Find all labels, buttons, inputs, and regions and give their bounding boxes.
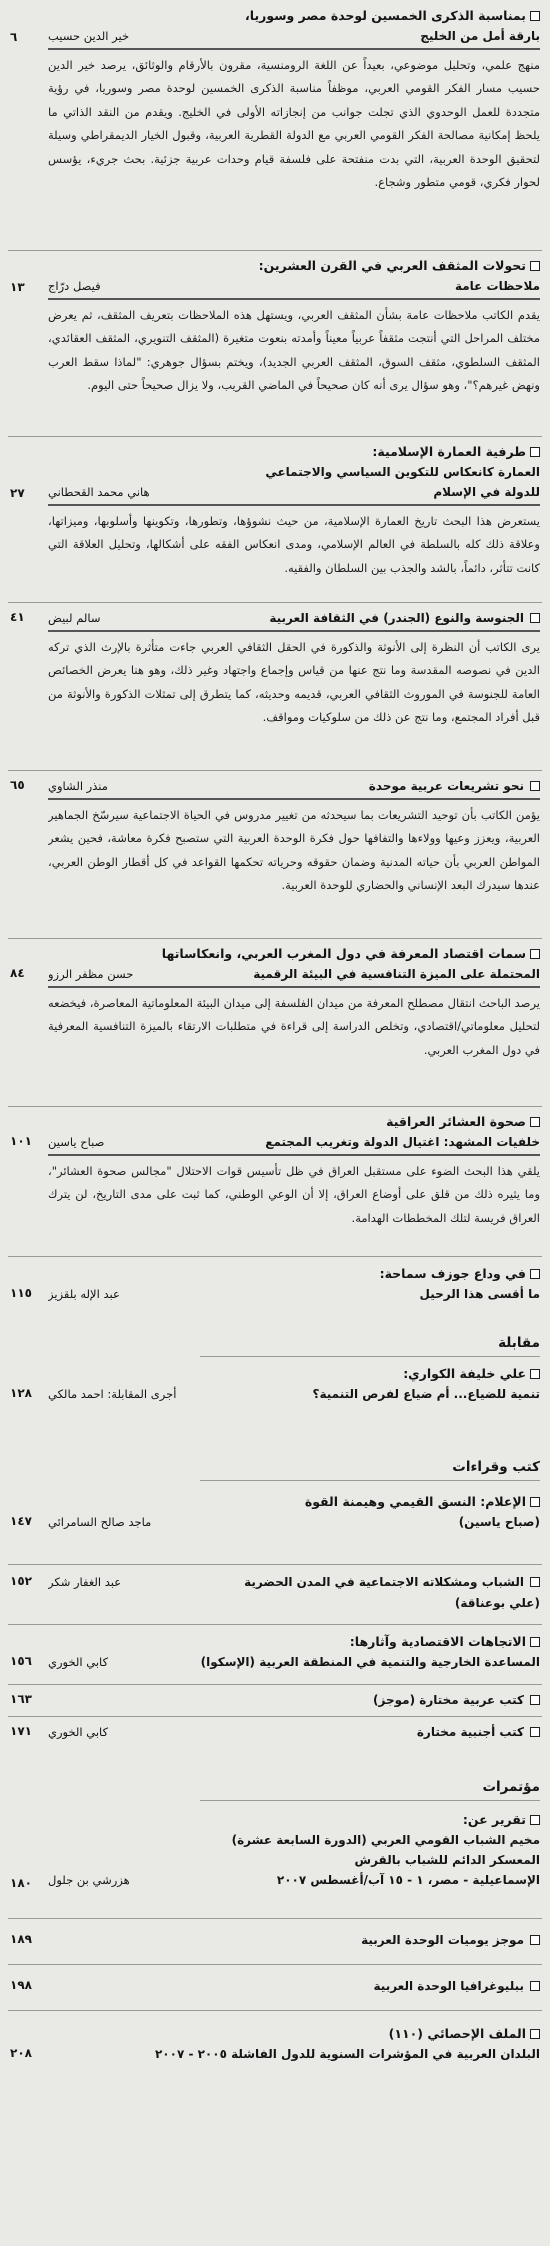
toc-entry [10,256,540,432]
entry-author: حسن مظفر الرزو [48,967,134,981]
entry-title-text: تقرير عن: [462,1812,526,1827]
toc-entry [10,1572,540,1618]
entry-title[interactable] [48,1632,540,1652]
entry-title[interactable] [109,608,541,629]
separator [8,1964,542,1965]
entry-title[interactable] [48,256,540,276]
entry-title[interactable] [48,1264,540,1284]
page-number: ١٣ [10,280,25,294]
entry-author: سالم لبيض [48,611,101,625]
bullet-box-icon [530,1727,540,1737]
bullet-box-icon [530,1117,540,1127]
divider [48,504,540,506]
entry-author: فيصل درّاج [48,279,101,293]
bullet-box-icon [530,447,540,457]
separator [8,1716,542,1717]
page-number: ٢٧ [10,486,25,500]
entry-title[interactable] [48,944,540,964]
entry-title[interactable] [48,1492,540,1512]
toc-entry [10,1810,540,1902]
entry-title-text: طرفية العمارة الإسلامية: [372,444,526,459]
entry-subtitle: ملاحظات عامة [454,279,540,293]
bullet-box-icon [530,1497,540,1507]
entry-author: منذر الشاوي [48,779,108,793]
separator [8,1624,542,1625]
entry-author: كابي الخوري [48,1725,109,1739]
toc-entry [10,1632,540,1678]
entry-title-text: ببليوغرافيا الوحدة العربية [373,1979,524,1993]
entry-title-text: الملف الإحصائي (١١٠) [388,2026,526,2041]
conference-line-1: مخيم الشباب القومي العربي (الدورة السابعة عشرة) [231,1833,540,1847]
entry-title[interactable] [129,1572,540,1593]
separator [8,1684,542,1685]
entry-author: كابي الخوري [48,1655,109,1669]
entry-title-text: الاتجاهات الاقتصادية وآثارها: [349,1634,526,1649]
toc-entry [10,1722,540,1744]
entry-author: ماجد صالح السامرائي [48,1515,152,1529]
section-heading-interview: مقابلة [498,1335,540,1351]
separator [8,770,542,771]
divider [48,798,540,800]
entry-title[interactable] [48,442,540,462]
entry-title-text: صحوة العشائر العراقية [386,1114,526,1129]
entry-abstract: يستعرض هذا البحث تاريخ العمارة الإسلامية، من حيث نشوؤها، وتطورها، وتكوينها وأسلوبها، وميزاتها، وعلاقة ذلك كله بالسلطة في العالم الإسلامي، ومدى انعكاس الفقه على أشكالها، وتحليل العلاقة التي كانت تتأثر، دائماً، بالشد والجذب بين السلطان والفقيه. [48,513,540,575]
toc-entry [10,1690,540,1712]
separator [8,938,542,939]
divider [48,298,540,300]
toc-entry [10,776,540,934]
entry-title-text: نحو تشريعات عربية موحدة [368,779,524,793]
entry-title-text: الإعلام: النسق القيمي وهيمنة القوة [304,1494,526,1509]
entry-subtitle: المحتملة على الميزة التنافسية في البيئة الرقمية [253,967,540,981]
entry-abstract: يقدم الكاتب ملاحظات عامة بشأن المثقف العربي، ويستهل هذه الملاحظات بتعريف المثقف، ثم يعرض مختلف المراحل التي أنتجت مثقفاً عربياً معيناً وأمدته بنعوت متغيرة (المثقف التنويري، المثقف العقائدي، المثقف السلطوي، مثقف السوق، المثقف العربي الجديد)، ويختم بسؤال جوهري: "لماذا سقط العرب ونهض غيرهم؟"، وهو سؤال يرى أنه كان صحيحاً في الماضي القريب، ولا يزال صحيحاً حتى اليوم. [48,307,540,392]
entry-subtitle: ما أقسى هذا الرحيل [419,1287,540,1301]
entry-author: أجرى المقابلة: احمد مالكي [48,1387,177,1401]
entry-abstract: يرصد الباحث انتقال مصطلح المعرفة من ميدان الفلسفة إلى ميدان البيئة المعلوماتية المعاصرة، فيخضعه لتحليل معلوماتي/اقتصادي، وتخلص الدراسة إلى قراءة في متطلبات الارتقاء بالميزة التنافسية المعرفية في دول المغرب العربي. [48,995,540,1057]
entry-author: عبد الغفار شكر [48,1575,122,1589]
entry-author: صباح ياسين [48,1135,105,1149]
page-number: ١٨٩ [10,1932,32,1946]
conference-line-2: المعسكر الدائم للشباب بالقرش [354,1853,540,1867]
entry-title-text: الجنوسة والنوع (الجندر) في الثقافة العربية [269,611,524,625]
bullet-box-icon [530,1935,540,1945]
divider [48,630,540,632]
entry-subtitle: العمارة كانعكاس للتكوين السياسي والاجتماعي [265,465,540,479]
bullet-box-icon [530,1815,540,1825]
entry-title[interactable] [48,1930,540,1951]
toc-entry [10,6,540,246]
entry-title-text: في وداع جوزف سماحة: [379,1266,526,1281]
bullet-box-icon [530,1369,540,1379]
divider [48,1154,540,1156]
toc-entry [10,2024,540,2074]
separator [8,1918,542,1919]
entry-author: خير الدين حسيب [48,29,130,43]
entry-abstract: يرى الكاتب أن النظرة إلى الأنوثة والذكورة في الحقل الثقافي العربي جاءت متأثرة بالإرث الذي تركه الدين في نصوصه المقدسة وما نتج عنها من قياس وإجماع واجتهاد وغير ذلك، وهو هنا يعرض الخصائص العامة للجنوسة في الموروث الثقافي العربي، قديمه وحديثه، كما يتطرق إلى تمثلات الذكورة والأنوثة من قبل أفراد المجتمع، وما نتج عن ذلك من سلوكيات ومواقف. [48,639,540,724]
entry-title-text: الشباب ومشكلاته الاجتماعية في المدن الحضرية [244,1575,524,1589]
entry-title[interactable] [48,6,540,26]
toc-entry [10,1264,540,1314]
bullet-box-icon [530,11,540,21]
page-number: ١٤٧ [10,1514,32,1528]
page-number: ١٥٦ [10,1654,32,1668]
entry-author: هاني محمد القحطاني [48,485,150,499]
bullet-box-icon [530,1577,540,1587]
page-number: ٦٥ [10,778,25,792]
page-number: ٢٠٨ [10,2046,32,2060]
bullet-box-icon [530,1637,540,1647]
page-number: ١١٥ [10,1286,32,1300]
entry-title-text: علي خليفة الكواري: [403,1366,526,1381]
entry-title-text: كتب عربية مختارة (موجز) [373,1693,524,1707]
separator [8,1256,542,1257]
entry-author: عبد الإله بلقزيز [48,1287,120,1301]
separator [200,1800,540,1801]
page-number: ١٦٣ [10,1692,32,1706]
entry-title[interactable] [116,776,540,797]
entry-title[interactable] [48,1364,540,1384]
separator [200,1356,540,1357]
toc-entry [10,1492,540,1538]
entry-title-text: كتب أجنبية مختارة [416,1725,524,1739]
bullet-box-icon [530,1269,540,1279]
entry-title-text: سمات اقتصاد المعرفة في دول المغرب العربي، وانعكاساتها [161,946,526,961]
separator [200,1480,540,1481]
entry-subtitle: المساعدة الخارجية والتنمية في المنطقة العربية (الإسكوا) [200,1655,540,1669]
divider [48,48,540,50]
page-number: ١٢٨ [10,1386,32,1400]
entry-subtitle: (صباح ياسين) [458,1515,540,1529]
page-number: ١٨٠ [10,1876,32,1890]
entry-title-text: تحولات المثقف العربي في القرن العشرين: [258,258,526,273]
bullet-box-icon [530,261,540,271]
divider [48,986,540,988]
entry-title[interactable] [48,1112,540,1132]
entry-subtitle: تنمية للضياع... أم ضياع لفرص التنمية؟ [312,1387,540,1401]
entry-author: هزرشي بن جلول [48,1873,130,1887]
entry-abstract: يلقي هذا البحث الضوء على مستقبل العراق في ظل تأسيس قوات الاحتلال "مجالس صحوة العشائر"، وما يثيره ذلك من قلق على أوضاع العراق، إلا أن الوعي الوطني، كما ثبت على مدى التاريخ، لن يترك العراق فريسة لتلك المخططات الهدامة. [48,1163,540,1225]
bullet-box-icon [530,613,540,623]
separator [8,436,542,437]
bullet-box-icon [530,1981,540,1991]
bullet-box-icon [530,1695,540,1705]
entry-abstract: منهج علمي، وتحليل موضوعي، بعيداً عن اللغة الرومنسية، مقرون بالأرقام والوثائق، يرصد خير الدين حسيب مسار الفكر القومي العربي، موظفاً مناسبة الذكرى الخمسين لوحدة مصر وسوريا، في رؤية متجددة للعمل الوحدوي الذي تجلت جوانب من إنجازاته الأولى في الخليج. ويقدم من النقد الذاتي ما يلحظ إمكانية مصالحة الفكر القومي العربي مع الدولة القطرية العربية، وقبول الخيار الديمقراطي وسيلة لتحقيق الوحدة العربية، التي بدت منفتحة على فلسفة قيام وحدات عربية جزئية. بحث جريء، يؤسس لحوار فكري، قومي متطور وشجاع. [48,57,540,189]
entry-title-text: موجز يوميات الوحدة العربية [361,1933,524,1947]
page-number: ١٥٢ [10,1574,32,1588]
bullet-box-icon [530,781,540,791]
page-number: ١٠١ [10,1134,32,1148]
entry-subtitle: خلفيات المشهد: اغتيال الدولة وتغريب المجتمع [265,1135,540,1149]
entry-title[interactable] [48,1976,540,1997]
page-number: ١٩٨ [10,1978,32,1992]
separator [8,2010,542,2011]
entry-title[interactable] [116,1722,540,1743]
separator [8,250,542,251]
toc-entry [10,608,540,766]
entry-abstract: يؤمن الكاتب بأن توحيد التشريعات بما سيحدثه من تغيير مدروس في الحياة الاجتماعية سيرسّخ الجماهير العربية، ويعزز وعيها وولاءها والتفافها حول فكرة الوحدة العربية التي ستصبح فكرة معاشة، فحين يشعر المواطن العربي بأن حياته المدنية وضمان حقوقه وحرياته تحكمها القواعد في كل أقطار الوطن العربي، عندها سيدرك البعد الإنساني والحضاري للوحدة العربية. [48,807,540,892]
page-number: ٦ [10,30,18,44]
bullet-box-icon [530,949,540,959]
entry-subtitle: بارقة أمل من الخليج [420,29,540,43]
conference-line-3: الإسماعيلية - مصر، ١ - ١٥ آب/أغسطس ٢٠٠٧ [276,1873,540,1887]
entry-subtitle: (علي بوعناقة) [454,1596,540,1610]
separator [8,1106,542,1107]
entry-title[interactable] [56,1690,540,1711]
toc-entry [10,1112,540,1252]
toc-entry [10,1364,540,1410]
entry-title-text: بمناسبة الذكرى الخمسين لوحدة مصر وسوريا، [245,8,526,23]
toc-entry [10,1976,540,1998]
toc-entry [10,1930,540,1952]
entry-subtitle-2: للدولة في الإسلام [433,485,540,499]
separator [8,1564,542,1565]
entry-subtitle: البلدان العربية في المؤشرات السنوية للدول الفاشلة ٢٠٠٥ - ٢٠٠٧ [154,2047,540,2061]
toc-entry [10,944,540,1102]
entry-title[interactable] [48,1810,540,1830]
section-heading-conferences: مؤتمرات [482,1779,540,1795]
page-number: ٨٤ [10,966,25,980]
entry-title[interactable] [48,2024,540,2044]
bullet-box-icon [530,2029,540,2039]
page-number: ٤١ [10,610,25,624]
toc-entry [10,442,540,598]
section-heading-books: كتب وقراءات [452,1459,540,1475]
page-number: ١٧١ [10,1724,32,1738]
separator [8,602,542,603]
